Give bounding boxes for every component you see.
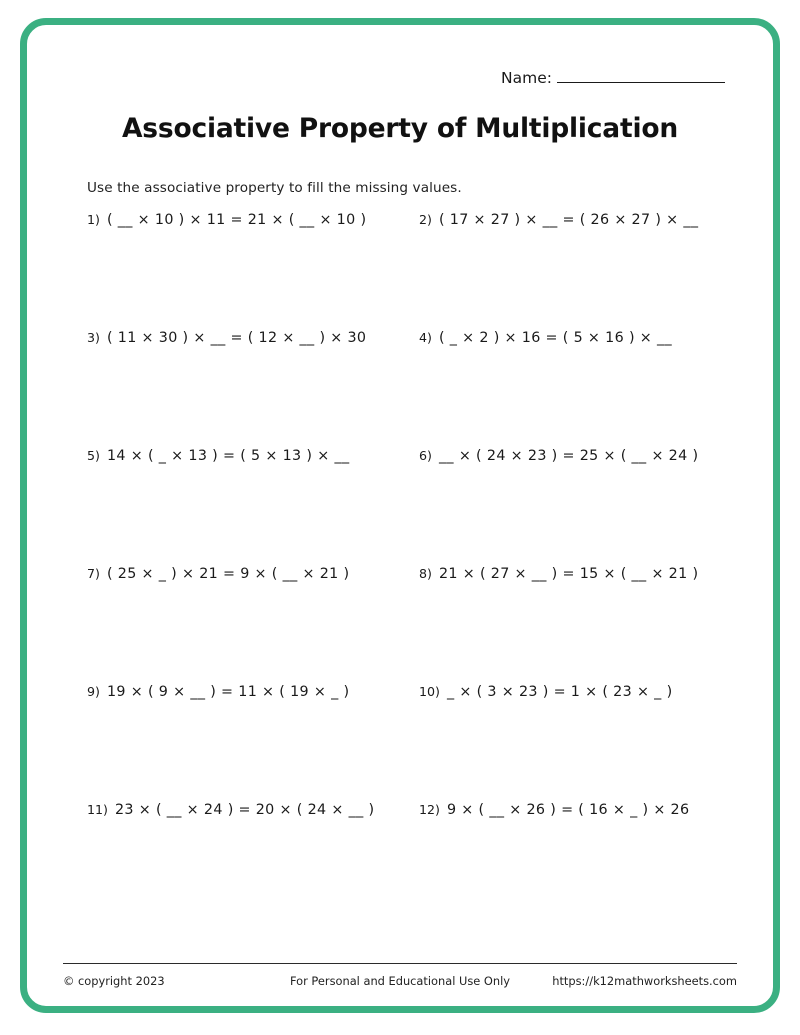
footer-usage-note: For Personal and Educational Use Only xyxy=(290,974,510,988)
problem-expression: 9 × ( __ × 26 ) = ( 16 × _ ) × 26 xyxy=(446,802,690,818)
problem-number: 9) xyxy=(87,684,100,699)
problem-number: 11) xyxy=(87,802,108,817)
problem-expression: 23 × ( __ × 24 ) = 20 × ( 24 × __ ) xyxy=(114,802,375,818)
problem-expression: ( 11 × 30 ) × __ = ( 12 × __ ) × 30 xyxy=(106,330,367,346)
problem-item-7[interactable] xyxy=(87,566,419,582)
problem-number: 1) xyxy=(87,212,100,227)
problem-number: 3) xyxy=(87,330,100,345)
footer xyxy=(63,974,737,988)
problem-row xyxy=(87,802,723,920)
page-title: Associative Property of Multiplication xyxy=(121,113,679,144)
problem-number: 4) xyxy=(419,330,432,345)
problem-row xyxy=(87,448,723,566)
footer-copyright: © copyright 2023 xyxy=(63,974,165,988)
problem-item-3[interactable] xyxy=(87,330,419,346)
problem-item-11[interactable] xyxy=(87,802,419,818)
problem-expression: ( __ × 10 ) × 11 = 21 × ( __ × 10 ) xyxy=(106,212,367,228)
problem-item-9[interactable] xyxy=(87,684,419,700)
problem-expression: ( 17 × 27 ) × __ = ( 26 × 27 ) × __ xyxy=(438,212,699,228)
name-field-row xyxy=(73,69,725,87)
problem-item-10[interactable] xyxy=(419,684,723,700)
worksheet-border-frame xyxy=(20,18,780,1013)
problem-number: 10) xyxy=(419,684,440,699)
problem-item-12[interactable] xyxy=(419,802,723,818)
problem-expression: 21 × ( 27 × __ ) = 15 × ( __ × 21 ) xyxy=(438,566,699,582)
problem-item-2[interactable] xyxy=(419,212,723,228)
problem-expression: ( _ × 2 ) × 16 = ( 5 × 16 ) × __ xyxy=(438,330,672,346)
problem-expression: ( 25 × _ ) × 21 = 9 × ( __ × 21 ) xyxy=(106,566,350,582)
problem-item-6[interactable] xyxy=(419,448,723,464)
problem-item-8[interactable] xyxy=(419,566,723,582)
footer-divider xyxy=(63,963,737,964)
problem-expression: 14 × ( _ × 13 ) = ( 5 × 13 ) × __ xyxy=(106,448,350,464)
problem-number: 6) xyxy=(419,448,432,463)
problem-number: 12) xyxy=(419,802,440,817)
instructions-text: Use the associative property to fill the missing values. xyxy=(87,180,462,196)
problem-item-1[interactable] xyxy=(87,212,419,228)
problem-expression: _ × ( 3 × 23 ) = 1 × ( 23 × _ ) xyxy=(446,684,673,700)
problem-item-5[interactable] xyxy=(87,448,419,464)
problem-row xyxy=(87,330,723,448)
problem-expression: __ × ( 24 × 23 ) = 25 × ( __ × 24 ) xyxy=(438,448,699,464)
problem-row xyxy=(87,212,723,330)
problem-number: 7) xyxy=(87,566,100,581)
problem-number: 2) xyxy=(419,212,432,227)
problem-number: 5) xyxy=(87,448,100,463)
problem-item-4[interactable] xyxy=(419,330,723,346)
problem-number: 8) xyxy=(419,566,432,581)
problem-row xyxy=(87,684,723,802)
problems-grid xyxy=(87,212,723,920)
name-label: Name: xyxy=(501,69,552,87)
name-write-line[interactable] xyxy=(557,69,725,83)
problem-row xyxy=(87,566,723,684)
problem-expression: 19 × ( 9 × __ ) = 11 × ( 19 × _ ) xyxy=(106,684,350,700)
footer-url[interactable]: https://k12mathworksheets.com xyxy=(552,974,737,988)
worksheet-content xyxy=(27,25,773,1006)
